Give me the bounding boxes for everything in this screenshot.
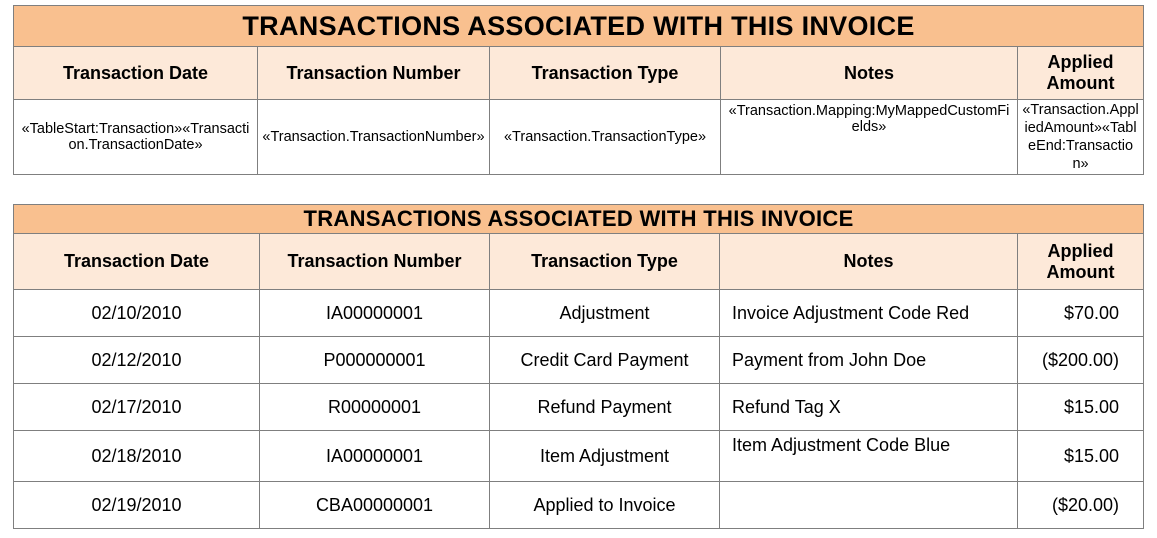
transaction-type: Item Adjustment bbox=[490, 431, 720, 482]
merge-field-transaction-number: «Transaction.TransactionNumber» bbox=[258, 100, 490, 175]
transaction-notes bbox=[720, 482, 1018, 529]
template-row bbox=[14, 100, 1144, 175]
column-header-applied-amount: Applied Amount bbox=[1018, 47, 1144, 100]
transaction-date: 02/19/2010 bbox=[14, 482, 260, 529]
table-row bbox=[14, 337, 1144, 384]
column-header-notes: Notes bbox=[721, 47, 1018, 100]
transaction-type: Credit Card Payment bbox=[490, 337, 720, 384]
table-row bbox=[14, 431, 1144, 482]
transaction-notes: Invoice Adjustment Code Red bbox=[720, 290, 1018, 337]
column-header-transaction-number: Transaction Number bbox=[258, 47, 490, 100]
template-transactions-table bbox=[13, 5, 1144, 175]
transaction-date: 02/17/2010 bbox=[14, 384, 260, 431]
transaction-notes: Refund Tag X bbox=[720, 384, 1018, 431]
transaction-type: Refund Payment bbox=[490, 384, 720, 431]
sample-transactions-table bbox=[13, 204, 1144, 529]
transaction-notes: Item Adjustment Code Blue bbox=[720, 431, 1018, 482]
transaction-number: IA00000001 bbox=[260, 290, 490, 337]
transaction-type: Applied to Invoice bbox=[490, 482, 720, 529]
table-row bbox=[14, 482, 1144, 529]
applied-amount: ($200.00) bbox=[1018, 337, 1144, 384]
column-header-transaction-date: Transaction Date bbox=[14, 47, 258, 100]
applied-amount: $70.00 bbox=[1018, 290, 1144, 337]
table-row bbox=[14, 290, 1144, 337]
merge-field-notes: «Transaction.Mapping:MyMappedCustomFields» bbox=[721, 100, 1018, 175]
column-header-applied-amount: Applied Amount bbox=[1018, 234, 1144, 290]
transaction-notes: Payment from John Doe bbox=[720, 337, 1018, 384]
transaction-date: 02/18/2010 bbox=[14, 431, 260, 482]
transaction-type: Adjustment bbox=[490, 290, 720, 337]
merge-field-applied-amount: «Transaction.AppliedAmount»«TableEnd:Transaction» bbox=[1018, 100, 1144, 175]
transaction-number: P000000001 bbox=[260, 337, 490, 384]
transaction-number: R00000001 bbox=[260, 384, 490, 431]
column-header-notes: Notes bbox=[720, 234, 1018, 290]
merge-field-transaction-type: «Transaction.TransactionType» bbox=[490, 100, 721, 175]
sample-table-title: TRANSACTIONS ASSOCIATED WITH THIS INVOICE bbox=[14, 205, 1144, 234]
merge-field-transaction-date: «TableStart:Transaction»«Transaction.TransactionDate» bbox=[14, 100, 258, 175]
applied-amount: $15.00 bbox=[1018, 384, 1144, 431]
applied-amount: $15.00 bbox=[1018, 431, 1144, 482]
table-row bbox=[14, 384, 1144, 431]
column-header-transaction-type: Transaction Type bbox=[490, 234, 720, 290]
transaction-number: CBA00000001 bbox=[260, 482, 490, 529]
template-table-title: TRANSACTIONS ASSOCIATED WITH THIS INVOICE bbox=[14, 6, 1144, 47]
column-header-transaction-date: Transaction Date bbox=[14, 234, 260, 290]
transaction-date: 02/12/2010 bbox=[14, 337, 260, 384]
column-header-transaction-number: Transaction Number bbox=[260, 234, 490, 290]
transaction-date: 02/10/2010 bbox=[14, 290, 260, 337]
column-header-transaction-type: Transaction Type bbox=[490, 47, 721, 100]
transaction-number: IA00000001 bbox=[260, 431, 490, 482]
applied-amount: ($20.00) bbox=[1018, 482, 1144, 529]
